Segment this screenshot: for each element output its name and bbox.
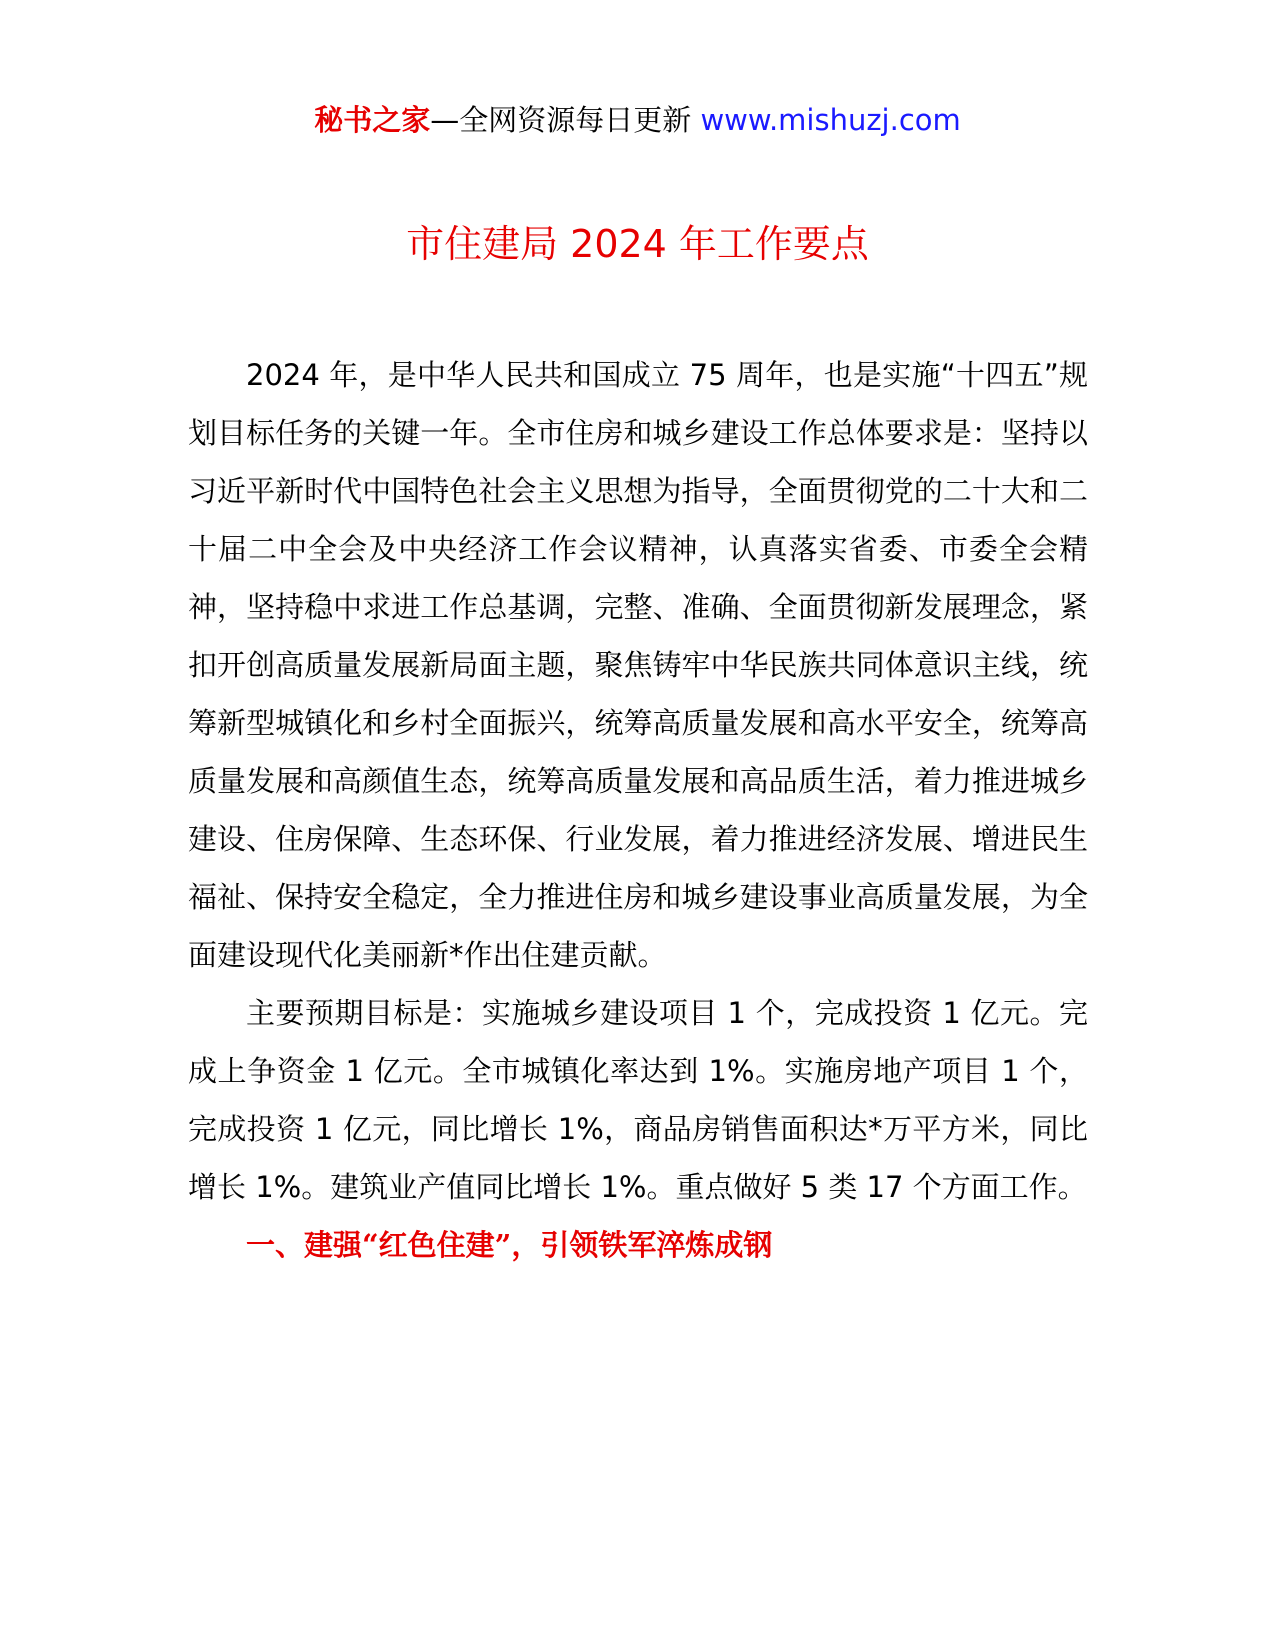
- site-tagline: —全网资源每日更新: [430, 103, 701, 137]
- document-title: 市住建局 2024 年工作要点: [406, 222, 869, 266]
- site-banner: [0, 100, 1275, 140]
- paragraph-overview: 2024 年，是中华人民共和国成立 75 周年，也是实施“十四五”规划目标任务的关键一年。全市住房和城乡建设工作总体要求是：坚持以习近平新时代中国特色社会主义思想为指导，全面贯彻党的二十大和二十届二中全会及中央经济工作会议精神，认真落实省委、市委全会精神，坚持稳中求进工作总基调，完整、准确、全面贯彻新发展理念，紧扣开创高质量发展新局面主题，聚焦铸牢中华民族共同体意识主线，统筹新型城镇化和乡村全面振兴，统筹高质量发展和高水平安全，统筹高质量发展和高颜值生态，统筹高质量发展和高品质生活，着力推进城乡建设、住房保障、生态环保、行业发展，着力推进经济发展、增进民生福祉、保持安全稳定，全力推进住房和城乡建设事业高质量发展，为全面建设现代化美丽新*作出住建贡献。: [188, 358, 1088, 972]
- document-body: [188, 346, 1088, 1274]
- paragraph-targets: 主要预期目标是：实施城乡建设项目 1 个，完成投资 1 亿元。完成上争资金 1 亿元。全市城镇化率达到 1%。实施房地产项目 1 个，完成投资 1 亿元，同比增长 1%，商品房销售面积达*万平方米，同比增长 1%。建筑业产值同比增长 1%。重点做好 5 类 17 个方面工作。: [188, 996, 1088, 1204]
- site-brand: 秘书之家: [314, 103, 431, 137]
- site-url-link[interactable]: www.mishuzj.com: [700, 103, 961, 137]
- section-heading: 一、建强“红色住建”，引领铁军淬炼成钢: [246, 1228, 773, 1262]
